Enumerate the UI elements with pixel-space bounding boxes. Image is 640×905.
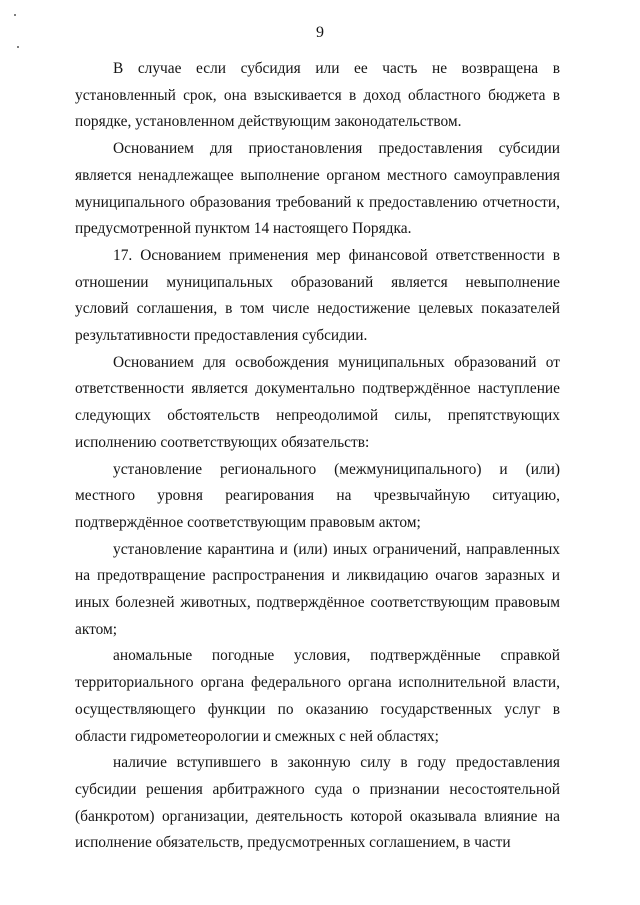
list-item-quarantine: установление карантина и (или) иных ограничений, направленных на предотвращение распространения и ликвидацию очагов заразных и иных болезней животных, подтверждённое соответствующим правовым актом; bbox=[75, 540, 560, 638]
scan-speck bbox=[17, 46, 19, 48]
paragraph-suspension-grounds: Основанием для приостановления предоставления субсидии является ненадлежащее выполнение органом местного самоуправления муниципального образования требований к предоставлению отчетности, предусмотренной пунктом 14 настоящего Порядка. bbox=[75, 140, 560, 238]
list-item-emergency: установление регионального (межмуниципального) и (или) местного уровня реагирования на чрезвычайную ситуацию, подтверждённое соответствующим правовым актом; bbox=[75, 460, 560, 531]
list-item-bankruptcy: наличие вступившего в законную силу в году предоставления субсидии решения арбитражного суда о признании несостоятельной (банкротом) организации, деятельность которой оказывала влияние на исполнение обязательств, предусмотренных соглашением, в части bbox=[75, 754, 560, 852]
scan-speck bbox=[14, 14, 16, 16]
paragraph-subsidy-recovery: В случае если субсидия или ее часть не возвращена в установленный срок, она взыскивается в доход областного бюджета в порядке, установленном действующим законодательством. bbox=[75, 60, 560, 131]
list-item-weather: аномальные погодные условия, подтверждённые справкой территориального органа федерального органа исполнительной власти, осуществляющего функции по оказанию государственных услуг в области гидрометеорологии и смежных с ней областях; bbox=[75, 647, 560, 745]
document-body bbox=[75, 56, 560, 857]
paragraph-exemption-grounds: Основанием для освобождения муниципальных образований от ответственности является документально подтверждённое наступление следующих обстоятельств непреодолимой силы, препятствующих исполнению соответствующих обязательств: bbox=[75, 353, 560, 451]
page-number: 9 bbox=[316, 24, 324, 41]
paragraph-clause-17: 17. Основанием применения мер финансовой ответственности в отношении муниципальных образований является невыполнение условий соглашения, в том числе недостижение целевых показателей результативности предоставления субсидии. bbox=[75, 246, 560, 345]
